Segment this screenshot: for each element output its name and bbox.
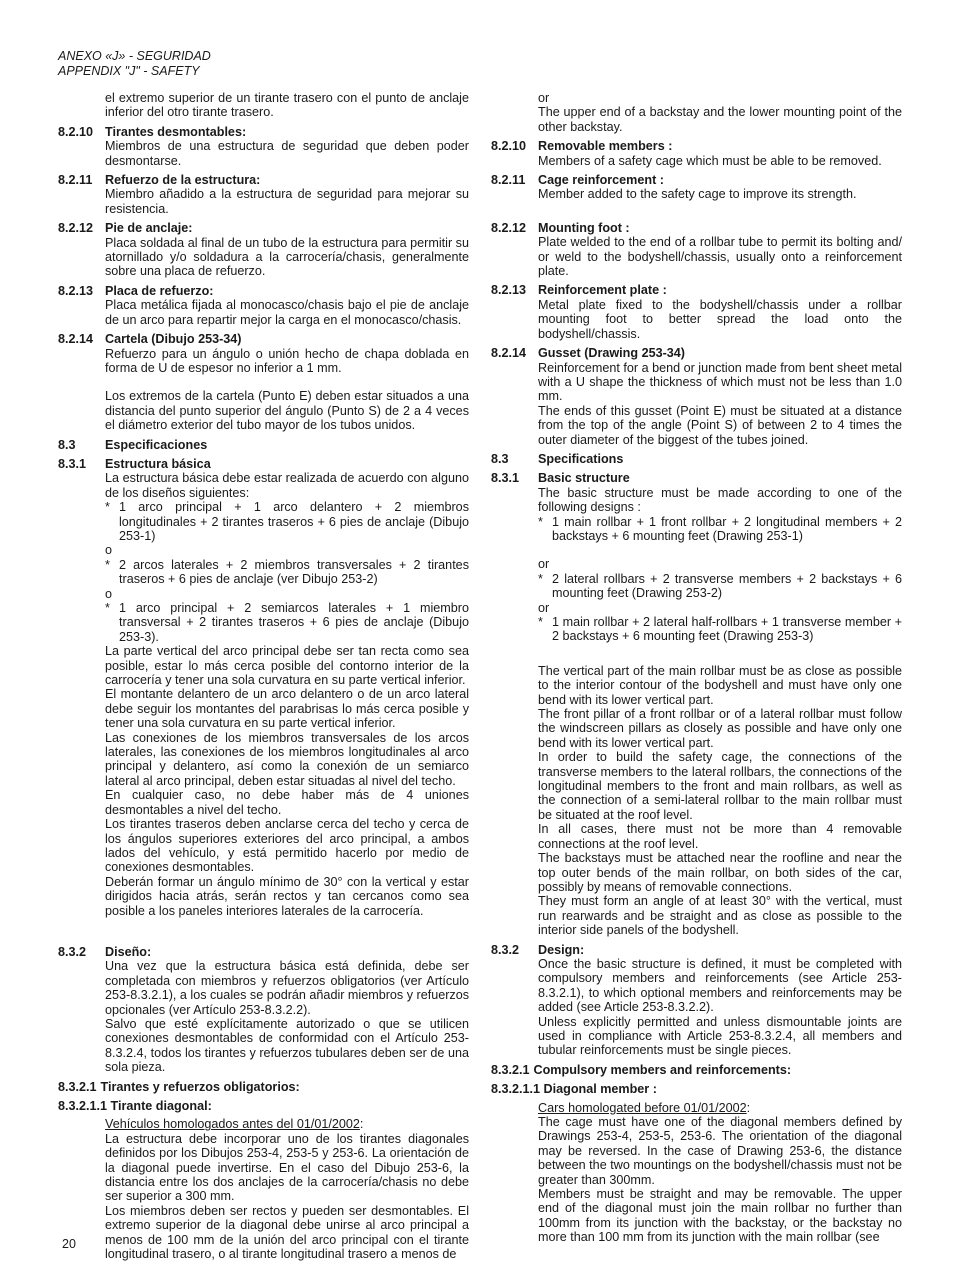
paragraph: La estructura debe incorporar uno de los tirantes diagonales definidos por los Dibujos 253-4, 253-5 y 253-6. La orientación de la diagonal puede invertirse. En el caso del Dibujo 253-6, la distancia entre los dos anclajes de la carrocería/chasis no debe ser superior a 300 mm. xyxy=(105,1131,469,1204)
section-text: Miembros de una estructura de seguridad que deben poder desmontarse. xyxy=(105,139,469,168)
paragraph: The vertical part of the main rollbar must be as close as possible to the interior contour of the bodyshell and must have only one bend with its lower vertical part. xyxy=(538,663,902,707)
paragraph: They must form an angle of at least 30° with the vertical, must run rearwards and be straight and as close as possible to the interior side panels of the bodyshell. xyxy=(538,894,902,938)
or-text: or xyxy=(538,557,550,572)
section-8-3-2-1-1-body xyxy=(538,1101,902,1245)
list-item xyxy=(105,601,469,644)
section-text: Refuerzo para un ángulo o unión hecho de chapa doblada en forma de U de espesor no inferior a 1 mm. xyxy=(105,346,469,375)
colon: : xyxy=(359,1117,364,1132)
section-8-3-2-1-1-body xyxy=(105,1117,469,1261)
section-title: Mounting foot : xyxy=(538,220,630,235)
bullet-star: * xyxy=(538,571,543,586)
section-number: 8.2.14 xyxy=(58,332,94,347)
section-number: 8.2.12 xyxy=(58,221,94,236)
section-text: Los extremos de la cartela (Punto E) deben estar situados a una distancia del punto superior del ángulo (Punto S) de 2 a 4 veces el diámetro exterior del tubo mayor de los tubos unidos. xyxy=(105,389,469,433)
section-title: Especificaciones xyxy=(105,437,208,452)
section-text: Placa soldada al final de un tubo de la estructura para permitir su atornillado y/o soldadura a la carrocería/chasis, generalmente sobre una placa de refuerzo. xyxy=(105,235,469,279)
section-number: 8.3 xyxy=(58,437,76,452)
list-item xyxy=(538,572,902,601)
or-text: or xyxy=(538,600,550,615)
bullet-star: * xyxy=(538,514,543,529)
list-item-text: 2 lateral rollbars + 2 transverse members + 2 backstays + 6 mounting feet (Drawing 253-2) xyxy=(552,571,902,601)
section-text: La estructura básica debe estar realizada de acuerdo con alguno de los diseños siguientes: xyxy=(105,471,469,500)
section-number: 8.3 xyxy=(491,451,509,466)
section-title: Design: xyxy=(538,942,585,957)
page-header xyxy=(58,49,211,79)
header-english: APPENDIX "J" - SAFETY xyxy=(58,64,200,78)
section-8-2-13 xyxy=(58,284,469,327)
section-number: 8.2.11 xyxy=(491,173,526,188)
section-8-3-1 xyxy=(491,471,902,937)
section-title: Estructura básica xyxy=(105,456,211,471)
bullet-star: * xyxy=(105,601,110,615)
section-text: Miembro añadido a la estructura de seguridad para mejorar su resistencia. xyxy=(105,187,469,216)
section-number: 8.2.14 xyxy=(491,346,527,361)
section-8-3 xyxy=(58,438,469,452)
paragraph: Los miembros deben ser rectos y pueden ser desmontables. El extremo superior de la diagonal debe unirse al arco principal a menos de 100 mm de la unión del arco principal con el tirante longitudinal trasero, o al tirante longitudinal trasero a menos de xyxy=(105,1203,469,1262)
section-text: Member added to the safety cage to improve its strength. xyxy=(538,187,857,202)
paragraph: Salvo que esté explícitamente autorizado o que se utilicen conexiones desmontables de conformidad con el Artículo 253-8.3.2.4, todos los tirantes y refuerzos tubulares deben ser de una sola pieza. xyxy=(105,1016,469,1075)
list-item-text: 1 arco principal + 1 arco delantero + 2 miembros longitudinales + 2 tirantes traseros + 6 pies de anclaje (Dibujo 253-1) xyxy=(119,500,469,543)
page-number: 20 xyxy=(62,1237,76,1251)
paragraph: La parte vertical del arco principal debe ser tan recta como sea posible, estar lo más cerca posible del contorno interior de la carrocería y tener una sola curvatura en su parte vertical inferior. xyxy=(105,644,469,688)
paragraph: Unless explicitly permitted and unless dismountable joints are used in compliance with Article 253-8.3.2.4, all members and tubular reinforcements must be single pieces. xyxy=(538,1014,902,1058)
section-text: The basic structure must be made according to one of the following designs : xyxy=(538,485,902,515)
paragraph: Los tirantes traseros deben anclarse cerca del techo y cerca de los ángulos superiores exteriores del arco principal, a ambos lados del vehículo, y está permitido hacerlo por medio de conexiones desmontables. xyxy=(105,817,469,875)
section-title: Gusset (Drawing 253-34) xyxy=(538,346,685,361)
section-number: 8.2.12 xyxy=(491,220,527,235)
section-number: 8.2.13 xyxy=(491,283,527,298)
or-text: or xyxy=(538,91,550,105)
section-number: 8.2.11 xyxy=(58,173,93,188)
paragraph: The cage must have one of the diagonal members defined by Drawings 253-4, 253-5, 253-6. The orientation of the diagonal may be reversed. In the case of Drawing 253-6, the distance between the two mountings on the bodyshell/chassis must not be greater than 300mm. xyxy=(538,1115,902,1187)
section-title: Tirantes y refuerzos obligatorios: xyxy=(100,1079,300,1094)
section-title: Reinforcement plate : xyxy=(538,283,667,298)
list-item-text: 1 main rollbar + 2 lateral half-rollbars + 1 transverse member + 2 backstays + 6 mounting feet (Drawing 253-3) xyxy=(552,615,902,644)
paragraph: En cualquier caso, no debe haber más de 4 uniones desmontables a nivel del techo. xyxy=(105,788,469,817)
section-title: Cage reinforcement : xyxy=(538,173,664,188)
section-number: 8.2.13 xyxy=(58,283,94,298)
section-text: Reinforcement for a bend or junction made from bent sheet metal with a U shape the thickness of which must not be less than 1.0 mm. xyxy=(538,360,903,404)
paragraph: Members must be straight and may be removable. The upper end of the diagonal must join the main rollbar no further than 100mm from its junction with the backstay, or the backstay no more than 100 mm from its junction with the main rollbar (see xyxy=(538,1187,902,1245)
section-number: 8.3.2.1 xyxy=(491,1062,530,1077)
section-8-3-2 xyxy=(491,943,902,1058)
paragraph: Una vez que la estructura básica está definida, debe ser completada con miembros y refuerzos obligatorios (ver Artículo 253-8.3.2.1), a los cuales se podrán añadir miembros y refuerzos opcionales (ver Artículo 253-8.3.2.2). xyxy=(105,959,470,1017)
section-8-2-11 xyxy=(491,173,902,202)
paragraph: In all cases, there must not be more than 4 removable connections at the roof level. xyxy=(538,822,902,851)
section-title: Pie de anclaje: xyxy=(105,221,193,236)
colon: : xyxy=(746,1100,751,1115)
section-8-2-10 xyxy=(491,139,902,168)
section-number: 8.3.2.1.1 xyxy=(491,1082,541,1097)
section-title: Basic structure xyxy=(538,471,630,486)
section-number: 8.2.10 xyxy=(491,139,527,154)
list-item-text: 2 arcos laterales + 2 miembros transversales + 2 tirantes traseros + 6 pies de anclaje (ver Dibujo 253-2) xyxy=(119,557,469,587)
section-8-3-1 xyxy=(58,457,469,940)
paragraph: Deberán formar un ángulo mínimo de 30° con la vertical y estar dirigidos hacia atrás, serán rectos y tan cercanos como sea posible a los paneles interiores laterales de la carrocería. xyxy=(105,874,469,918)
section-8-3-2 xyxy=(58,945,469,1075)
section-8-2-14 xyxy=(491,346,902,447)
section-title: Refuerzo de la estructura: xyxy=(105,173,261,188)
section-8-3-2-1 xyxy=(491,1063,902,1077)
paragraph: The backstays must be attached near the roofline and near the top outer bends of the main rollbar, on both sides of the car, possibly by means of removable connections. xyxy=(538,851,902,894)
section-8-2-13 xyxy=(491,283,902,341)
section-number: 8.2.10 xyxy=(58,124,94,139)
section-title: Specifications xyxy=(538,451,624,466)
or-text: o xyxy=(105,543,113,558)
continued-text: The upper end of a backstay and the lower mounting point of the other backstay. xyxy=(538,105,902,134)
paragraph: In order to build the safety cage, the connections of the transverse members to the lateral rollbars, the connections of the longitudinal members to the front and main rollbars, as well as the connection of a semi-lateral rollbar to the main rollbar must be situated at the roof level. xyxy=(538,750,902,822)
list-item-text: 1 main rollbar + 1 front rollbar + 2 longitudinal members + 2 backstays + 6 mounting feet (Drawing 253-1) xyxy=(552,514,902,543)
section-text: Metal plate fixed to the bodyshell/chassis under a rollbar mounting foot to better spread the load onto the bodyshell/chassis. xyxy=(538,297,902,341)
header-spanish: ANEXO «J» - SEGURIDAD xyxy=(58,49,211,63)
list-item-text: 1 arco principal + 2 semiarcos laterales + 1 miembro transversal + 2 tirantes traseros + 6 pies de anclaje (Dibujo 253-3). xyxy=(119,601,469,644)
list-item xyxy=(105,558,469,587)
paragraph: El montante delantero de un arco delantero o de un arco lateral debe seguir los montantes del parabrisas lo más cerca posible y tener una sola curvatura en su parte vertical inferior. xyxy=(105,687,469,731)
section-8-3-2-1-1-heading xyxy=(491,1082,902,1096)
section-title: Diagonal member : xyxy=(543,1082,657,1097)
section-title: Cartela (Dibujo 253-34) xyxy=(105,332,242,347)
section-title: Removable members : xyxy=(538,139,673,154)
homologation-date-heading: Vehículos homologados antes del 01/01/2002 xyxy=(105,1117,360,1132)
section-number: 8.3.2.1 xyxy=(58,1079,97,1094)
section-number: 8.3.2.1.1 xyxy=(58,1099,108,1113)
continued-text: el extremo superior de un tirante trasero con el punto de anclaje inferior del otro tirante trasero. xyxy=(105,91,469,120)
section-8-3-2-1-1-heading xyxy=(58,1099,469,1113)
list-item xyxy=(538,615,902,644)
section-title: Tirantes desmontables: xyxy=(105,124,247,139)
or-text: o xyxy=(105,586,113,601)
section-8-3 xyxy=(491,452,902,466)
list-item xyxy=(105,500,469,543)
section-8-2-11 xyxy=(58,173,469,216)
section-title: Placa de refuerzo: xyxy=(105,283,214,298)
section-title: Tirante diagonal: xyxy=(110,1099,212,1113)
section-title: Compulsory members and reinforcements: xyxy=(533,1062,792,1077)
section-title: Diseño: xyxy=(105,944,152,959)
bullet-star: * xyxy=(105,500,110,515)
spanish-column xyxy=(58,91,469,1261)
section-text: The ends of this gusset (Point E) must be situated at a distance from the top of the angle (Point S) of between 2 to 4 times the outer diameter of the biggest of the tubes joined. xyxy=(538,403,902,447)
section-8-3-2-1 xyxy=(58,1080,469,1094)
section-number: 8.3.2 xyxy=(491,942,520,957)
bullet-star: * xyxy=(105,557,110,572)
list-item xyxy=(538,515,902,544)
bullet-star: * xyxy=(538,615,543,629)
section-text: Members of a safety cage which must be able to be removed. xyxy=(538,153,882,168)
section-text: Plate welded to the end of a rollbar tube to permit its bolting and/ or weld to the bodyshell/chassis, usually onto a reinforcement plate. xyxy=(538,235,902,279)
homologation-date-heading: Cars homologated before 01/01/2002 xyxy=(538,1100,747,1115)
paragraph: The front pillar of a front rollbar or of a lateral rollbar must follow the windscreen pillars as closely as possible and have only one bend with its lower vertical part. xyxy=(538,707,902,750)
section-8-2-12 xyxy=(491,221,902,279)
paragraph: Las conexiones de los miembros transversales de los arcos laterales, las conexiones de los miembros longitudinales al arco principal y delantero, así como la conexión de un semiarco lateral al arco principal, deben estar situadas al nivel del techo. xyxy=(105,730,469,788)
section-text: Placa metálica fijada al monocasco/chasis bajo el pie de anclaje de un arco para repartir mejor la carga en el monocasco/chasis. xyxy=(105,298,469,327)
section-8-2-10 xyxy=(58,125,469,168)
english-column xyxy=(491,91,902,1245)
section-number: 8.3.1 xyxy=(491,471,520,486)
paragraph: Once the basic structure is defined, it must be completed with compulsory members and reinforcements (see Article 253-8.3.2.1), to which optional members and reinforcements may be added (see Article 253-8.3.2.2). xyxy=(538,956,902,1015)
section-8-2-12 xyxy=(58,221,469,279)
section-8-2-14 xyxy=(58,332,469,432)
section-number: 8.3.1 xyxy=(58,456,87,471)
section-number: 8.3.2 xyxy=(58,944,87,959)
